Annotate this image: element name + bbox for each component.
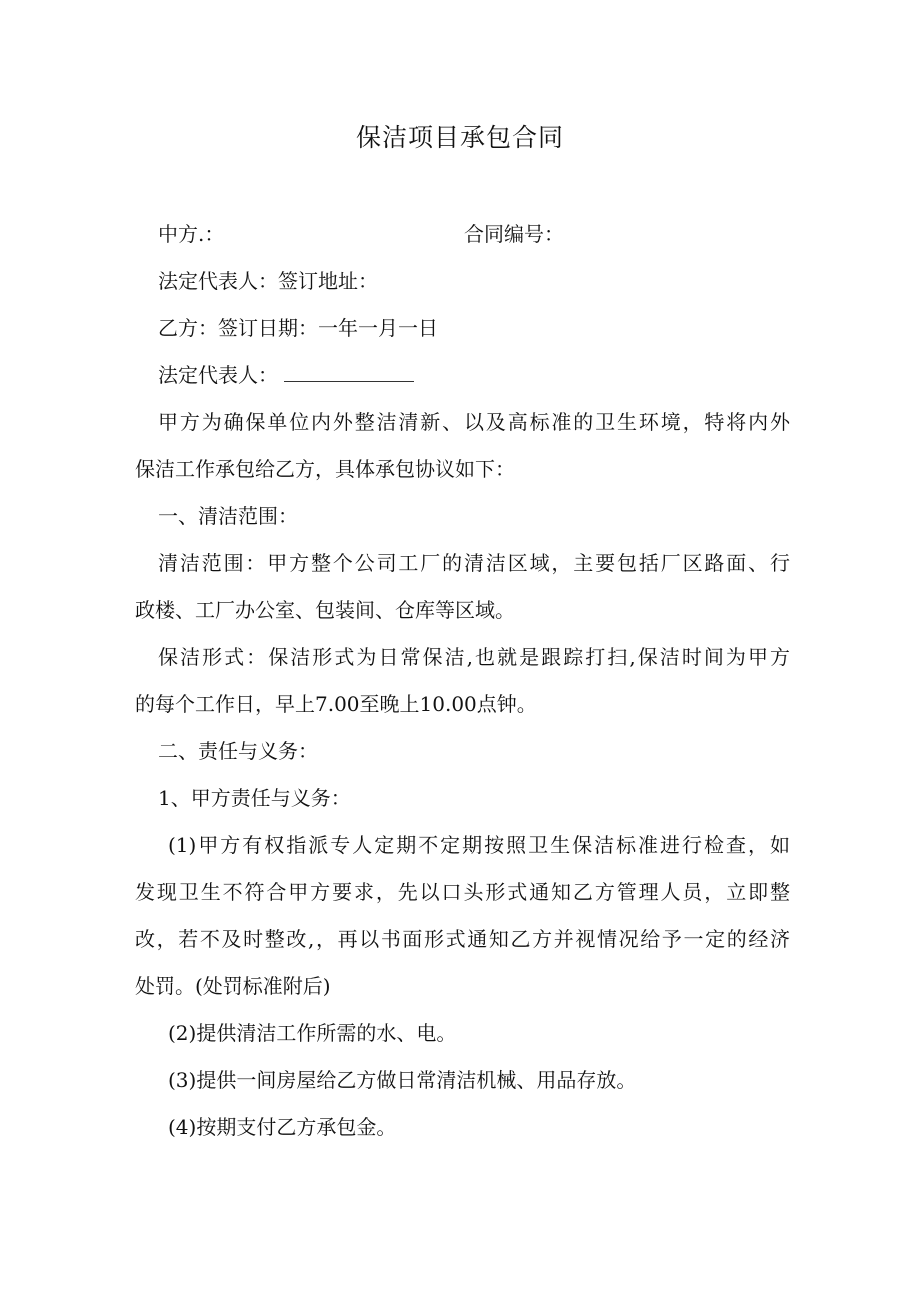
item1-line-1: (1)甲方有权指派专人定期不定期按照卫生保洁标准进行检查，如 (168, 833, 790, 857)
item1-line-4: 处罚。(处罚标准附后) (135, 974, 331, 998)
contract-number-label: 合同编号： (464, 222, 564, 246)
intro-line-1: 甲方为确保单位内外整洁清新、以及高标准的卫生环境，特将内外 (158, 410, 790, 434)
item4: (4)按期支付乙方承包金。 (168, 1115, 397, 1139)
sub1-heading: 1、甲方责任与义务： (158, 786, 351, 810)
legal-rep-b-row (158, 361, 414, 389)
item1-line-3: 改，若不及时整改,，再以书面形式通知乙方并视情况给予一定的经济 (135, 927, 790, 951)
party-a-label: 中方.： (158, 222, 225, 246)
item2: (2)提供清洁工作所需的水、电。 (168, 1021, 457, 1045)
form-line-1: 保洁形式：保洁形式为日常保洁,也就是跟踪打扫,保洁时间为甲方 (158, 645, 790, 669)
legal-rep-b-label: 法定代表人： (158, 363, 278, 387)
document-title: 保洁项目承包合同 (355, 123, 564, 152)
scope-line-1: 清洁范围：甲方整个公司工厂的清洁区域，主要包括厂区路面、行 (158, 551, 790, 575)
party-b-sign-date: 乙方：签订日期：一年一月一日 (158, 316, 438, 340)
signature-blank-line (284, 363, 414, 382)
legal-rep-sign-place: 法定代表人：签订地址： (158, 269, 378, 293)
intro-line-2: 保洁工作承包给乙方，具体承包协议如下： (135, 457, 515, 481)
item1-line-2: 发现卫生不符合甲方要求，先以口头形式通知乙方管理人员，立即整 (135, 880, 790, 904)
form-line-2: 的每个工作日，早上7.00至晚上10.00点钟。 (135, 692, 537, 716)
section2-heading: 二、责任与义务： (158, 739, 318, 763)
item3: (3)提供一间房屋给乙方做日常清洁机械、用品存放。 (168, 1068, 637, 1092)
scope-line-2: 政楼、工厂办公室、包装间、仓库等区域。 (135, 598, 515, 622)
section1-heading: 一、清洁范围： (158, 504, 298, 528)
